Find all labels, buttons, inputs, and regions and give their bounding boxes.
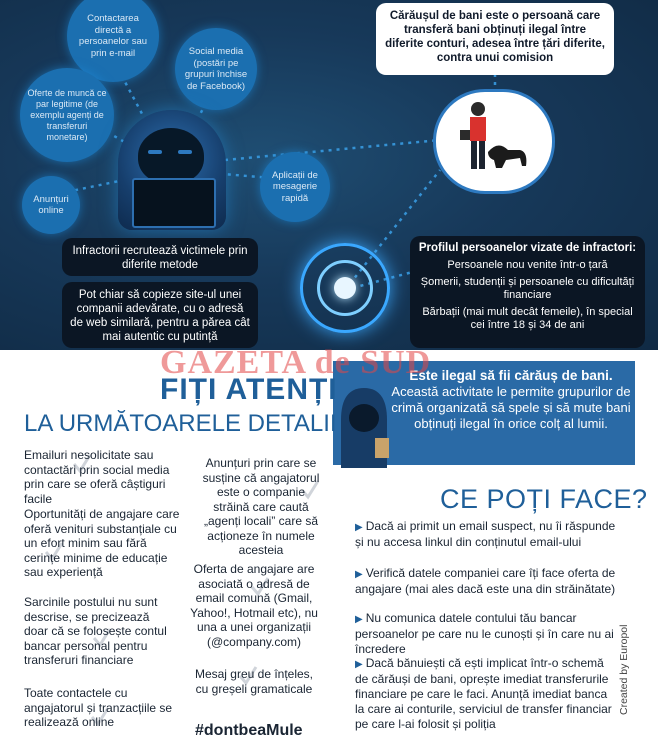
recruit-methods-box: Infractorii recrutează victimele prin diferite metode xyxy=(62,238,258,276)
money-mule-icon xyxy=(436,92,554,192)
detail-left-item: Oportunități de angajare care oferă venituri substanțiale cu un efort minim sau fără cerințe minime de educație sau experiență xyxy=(24,507,180,579)
watermark: GAZETA de SUD xyxy=(160,344,432,381)
action-tip xyxy=(355,566,617,597)
mule-definition-box: Cărăușul de bani este o persoană care transferă bani obținuți ilegal între diferite conturi, adesea între țări diferite, contra unui comision xyxy=(376,3,614,75)
target-profile-box xyxy=(410,236,645,348)
action-tip xyxy=(355,519,617,550)
arrow-right-icon: ▶ xyxy=(355,522,363,533)
actions-title: CE POȚI FACE? xyxy=(440,484,648,514)
hacker-eye-icon xyxy=(178,150,192,154)
mule-illustration-circle xyxy=(433,89,555,194)
arrow-right-icon: ▶ xyxy=(355,569,363,580)
copy-website-box: Pot chiar să copieze site-ul unei companii adevărate, cu o adresă de web similară, pentru a părea cât mai autentic cu putință xyxy=(62,282,258,348)
detail-left-item: Emailuri nesolicitate sau contactări prin social media prin care se oferă câștiguri facile xyxy=(24,448,170,506)
detail-left-item: Sarcinile postului nu sunt descrise, se precizează doar că se folosește contul bancar personal pentru transferuri financiare xyxy=(24,595,167,667)
bubble-direct-contact: Contactarea directă a persoanelor sau prin e-mail xyxy=(67,0,159,82)
warning-heading: Este ilegal să fii cărăuș de bani. xyxy=(409,368,613,383)
warning-body: Această activitate le permite grupurilor de crimă organizată să spele și să mute bani obținuți ilegal în orice colț al lumii. xyxy=(391,384,631,431)
profile-item: Bărbații (mai mult decât femeile), în special cei între 18 și 34 de ani xyxy=(422,306,633,331)
action-tip xyxy=(355,656,617,732)
target-center-icon xyxy=(334,277,356,299)
hashtag: #dontbeaMule xyxy=(195,722,303,739)
laptop-icon xyxy=(132,178,216,228)
action-tip xyxy=(355,611,617,657)
detail-left-item: Toate contactele cu angajatorul și tranzacțiile se realizează online xyxy=(24,686,173,729)
bubble-job-offers: Oferte de muncă ce par legitime (de exemplu agenți de transferuri monetare) xyxy=(20,68,114,162)
profile-item: Șomerii, studenții și persoanele cu dificultăți financiare xyxy=(420,276,635,301)
detail-middle-item: Oferta de angajare are asociată o adresă de email comună (Gmail, Yahoo!, Hotmail etc), nu una a unei organizații (@company.com) xyxy=(190,562,318,649)
target-rings-icon xyxy=(300,243,390,333)
hacker-eye-icon xyxy=(148,150,162,154)
arrow-right-icon: ▶ xyxy=(355,659,363,670)
arrow-right-icon: ▶ xyxy=(355,614,363,625)
details-title: FIȚI ATENȚI xyxy=(160,373,338,406)
bubble-social-media: Social media (postări pe grupuri închise de Facebook) xyxy=(175,28,257,110)
action-tip-text: Verifică datele companiei care îți face oferta de angajare (mai ales dacă este una din străinătate) xyxy=(355,566,616,596)
profile-heading: Profilul persoanelor vizate de infractori: xyxy=(418,242,637,254)
profile-item: Persoanele nou venite într-o țară xyxy=(447,259,608,271)
action-tip-text: Dacă ai primit un email suspect, nu îi răspunde și nu accesa linkul din conținutul email-ului xyxy=(355,519,616,549)
detail-middle-item: Anunțuri prin care se susține că angajatorul este o companie străină care caută „agenți locali” care să acționeze în numele acesteia xyxy=(202,456,320,557)
bubble-messaging-apps: Aplicații de mesagerie rapidă xyxy=(260,152,330,222)
hooded-figure-icon xyxy=(335,380,393,468)
infographic-header-panel xyxy=(0,0,658,350)
details-subtitle: LA URMĂTOARELE DETALII xyxy=(24,410,337,437)
detail-middle-item: Mesaj greu de înțeles, cu greșeli gramaticale xyxy=(194,667,314,696)
action-tip-text: Dacă bănuiești că ești implicat într-o schemă de cărăuși de bani, oprește imediat transferurile financiare pe care le faci. Anunță imediat banca la care ai conturile, serviciul de transfer financiar pe care l-ai folosit și poliția xyxy=(355,656,612,731)
action-tip-text: Nu comunica datele contului tău bancar persoanelor pe care nu le cunoști și în care nu ai încredere xyxy=(355,611,614,656)
bubble-online-ads: Anunțuri online xyxy=(22,176,80,234)
hacker-face-icon xyxy=(138,128,204,184)
credit-text: Created by Europol xyxy=(618,624,630,715)
